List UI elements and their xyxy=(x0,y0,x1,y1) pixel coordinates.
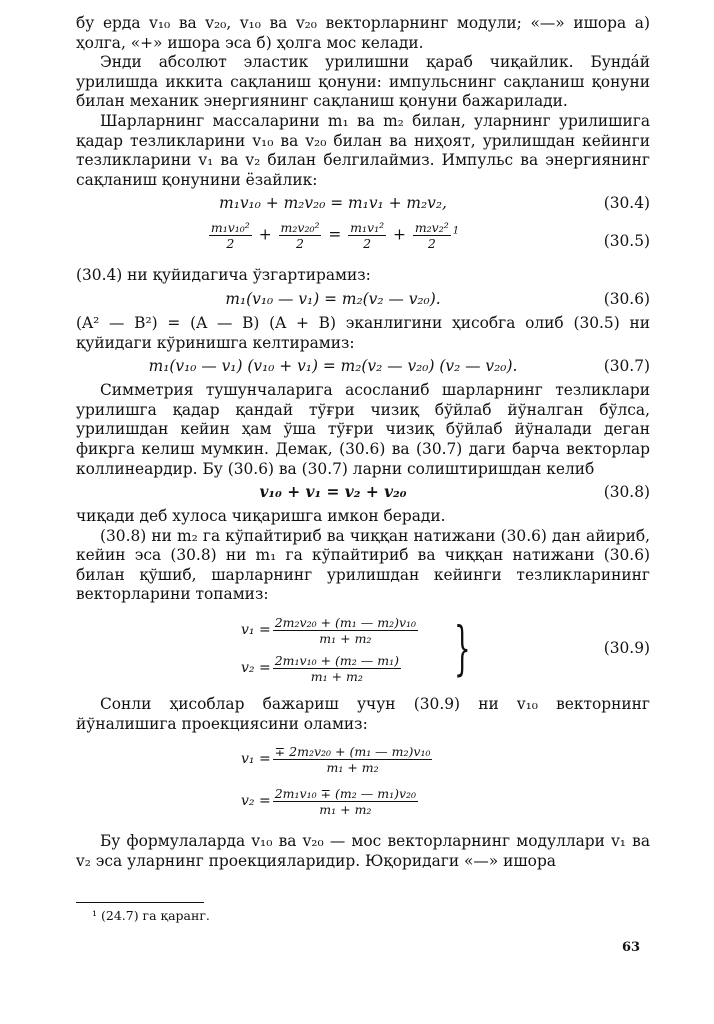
lhs-proj-v1: v₁ = xyxy=(241,751,271,768)
lhs-v2: v₂ = xyxy=(241,660,271,677)
equation-projections-row-2 xyxy=(241,780,434,822)
equation-30-6 xyxy=(76,286,650,314)
fraction-proj-v2: $\frac{\text{2m₁v₁₀ ∓ (m₂ — m₁)v₂₀}}{\text{m₁ + m₂}}$ xyxy=(274,785,417,817)
equation-30-8 xyxy=(76,479,650,507)
equation-30-8-number: (30.8) xyxy=(603,483,650,502)
equation-30-9 xyxy=(76,611,650,689)
footnote: ¹ (24.7) га қаранг. xyxy=(92,908,210,923)
fraction-v1: $\frac{\text{2m₂v₂₀ + (m₁ — m₂)v₁₀}}{\text{m₁ + m₂}}$ xyxy=(274,614,417,646)
equation-30-6-body: m₁(v₁₀ — v₁) = m₂(v₂ — v₂₀). xyxy=(225,289,441,308)
equation-30-9-row-2 xyxy=(241,649,420,687)
paragraph-10: Бу формулаларда v₁₀ ва v₂₀ — мос векторларнинг модуллари v₁ ва v₂ эса уларнинг проекцияларидир. Юқоридаги «—» ишора xyxy=(76,832,650,870)
equation-30-4-body: m₁v₁₀ + m₂v₂₀ = m₁v₁ + m₂v₂, xyxy=(219,194,447,213)
right-brace: } xyxy=(454,614,471,683)
lhs-v1: v₁ = xyxy=(241,622,271,639)
fraction-proj-v1: $\frac{\text{∓ 2m₂v₂₀ + (m₁ — m₂)v₁₀}}{\text{m₁ + m₂}}$ xyxy=(274,743,431,775)
footnote-marker: 1 xyxy=(452,225,460,237)
equation-30-6-number: (30.6) xyxy=(603,289,650,308)
lhs-proj-v2: v₂ = xyxy=(241,793,271,810)
equation-projections-row-1 xyxy=(241,738,434,780)
paragraph-9: Сонли ҳисоблар бажариш учун (30.9) ни v₁₀ векторнинг йўналишига проекциясини оламиз: xyxy=(76,695,650,733)
fraction-term-2: $\frac{\text{m₂v₂₀²}}{2}$ xyxy=(280,220,320,252)
paragraph-5: (A² — B²) = (A — B) (A + B) эканлигини ҳисобга олиб (30.5) ни қуйидаги кўринишга келтирамиз: xyxy=(76,313,650,352)
paragraph-7: чиқади деб хулоса чиқаришга имкон беради. xyxy=(76,507,446,526)
fraction-v2: $\frac{\text{2m₁v₁₀ + (m₂ — m₁)}}{\text{m₁ + m₂}}$ xyxy=(274,652,399,684)
equation-30-7-number: (30.7) xyxy=(603,357,650,376)
equation-30-7-body: m₁(v₁₀ — v₁) (v₁₀ + v₁) = m₂(v₂ — v₂₀) (v₂ — v₂₀). xyxy=(148,357,518,376)
page-body xyxy=(76,14,650,871)
equation-projections-rows xyxy=(241,738,434,822)
equation-30-9-rows xyxy=(241,611,420,687)
equation-30-5-body: $\frac{\text{m₁v₁₀²}}{2}$ + $\frac{\text{m₂v₂₀²}}{2}$ = $\frac{\text{m₁v₁²}}{2}$ + $\frac{\text{m₂v₂²}}{2}$ $^1$ xyxy=(210,220,460,252)
paragraph-6: Симметрия тушунчаларига асосланиб шарларнинг тезликлари урилишга қадар қандай тўғри чизиқ бўйлаб йўналган бўлса, урилишдан кейин ҳам ўша тўғри чизиқ бўйлаб йўналади деган фикрга келиш мумкин. Демак, (30.6) ва (30.7) даги барча векторлар коллинеардир. Бу (30.6) ва (30.7) ларни солиштиришдан келиб xyxy=(76,381,650,478)
equation-30-8-body: v₁₀ + v₁ = v₂ + v₂₀ xyxy=(259,483,407,502)
paragraph-2: Энди абсолют эластик урилишни қараб чиқайлик. Бунда́й урилишда иккита сақланиш қонуни: импульснинг сақланиш қонуни билан механик энергиянинг сақланиш қонуни бажарилади. xyxy=(76,53,650,111)
equation-projections xyxy=(76,738,650,822)
equation-30-4-number: (30.4) xyxy=(603,194,650,213)
equation-30-9-row-1 xyxy=(241,611,420,649)
equation-30-5-number: (30.5) xyxy=(603,232,650,251)
paragraph-3: Шарларнинг массаларини m₁ ва m₂ билан, уларнинг урилишига қадар тезликларини v₁₀ ва v₂₀ билан ва ниҳоят, урилишдан кейинги тезликларини v₁ ва v₂ билан белгилаймиз. Импульс ва энергиянинг сақланиш қонунини ёзайлик: xyxy=(76,111,650,189)
fraction-term-1: $\frac{\text{m₁v₁₀²}}{2}$ xyxy=(210,220,250,252)
paragraph-1: бу ерда v₁₀ ва v₂₀, v₁₀ ва v₂₀ векторларнинг модули; «—» ишора а) ҳолга, «+» ишора эса б) ҳолга мос келади. xyxy=(76,14,650,52)
paragraph-8: (30.8) ни m₂ га кўпайтириб ва чиққан натижани (30.6) дан айириб, кейин эса (30.8) ни m₁ га кўпайтириб ва чиққан натижани (30.6) билан қўшиб, шарларнинг урилишдан кейинги тезликларининг векторларини топамиз: xyxy=(76,526,650,604)
equation-30-9-number: (30.9) xyxy=(603,639,650,658)
fraction-term-4: $\frac{\text{m₂v₂²}}{2}$ xyxy=(414,220,449,252)
equation-30-4 xyxy=(76,190,650,218)
equation-30-5 xyxy=(76,218,650,266)
equation-30-7 xyxy=(76,353,650,381)
page-number: 63 xyxy=(622,940,641,955)
paragraph-4: (30.4) ни қуйидагича ўзгартирамиз: xyxy=(76,266,371,285)
fraction-term-3: $\frac{\text{m₁v₁²}}{2}$ xyxy=(350,220,385,252)
footnote-divider xyxy=(76,902,204,903)
